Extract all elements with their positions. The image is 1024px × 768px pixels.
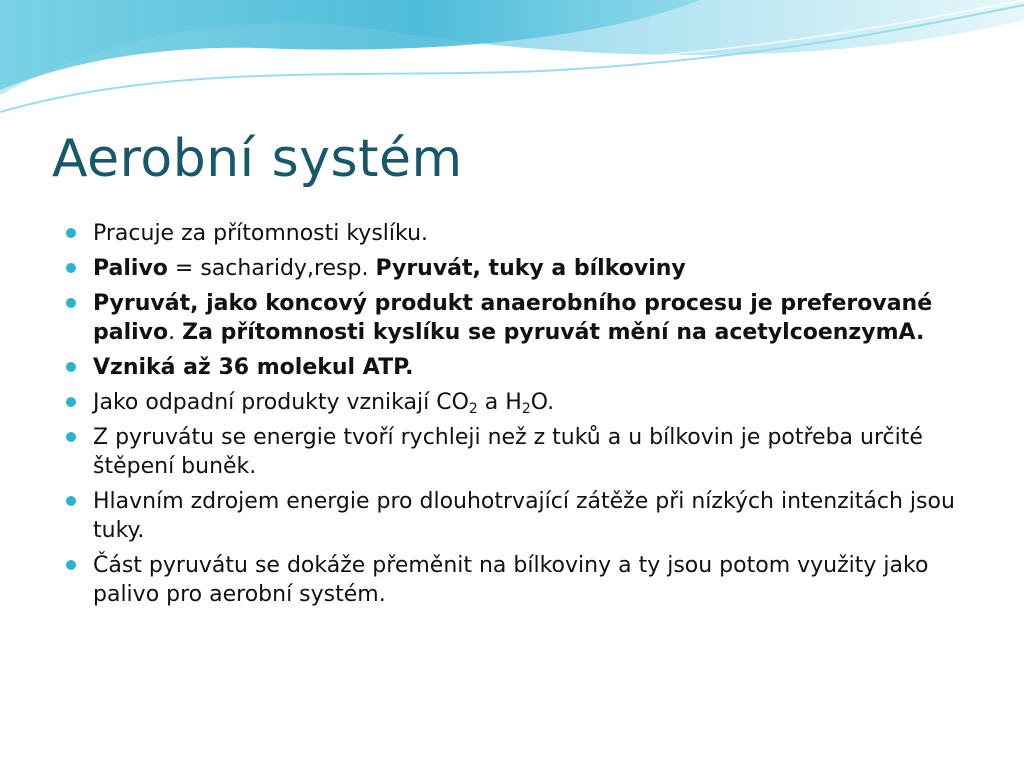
bullet-dot-icon bbox=[66, 298, 76, 308]
bullet-item bbox=[62, 219, 982, 248]
bullet-item bbox=[62, 289, 982, 347]
bullet-text-bold: Vzniká až 36 molekul ATP. bbox=[93, 355, 414, 380]
bullet-text: O. bbox=[530, 390, 555, 415]
bullet-dot-icon bbox=[66, 496, 76, 506]
bullet-item bbox=[62, 388, 982, 417]
bullet-item bbox=[62, 353, 982, 382]
bullet-text-bold: Pyruvát, tuky a bílkoviny bbox=[375, 256, 686, 281]
bullet-text-bold: Palivo bbox=[93, 256, 168, 281]
bullet-item bbox=[62, 551, 982, 609]
bullet-text: Jako odpadní produkty vznikají CO bbox=[93, 390, 469, 415]
bullet-dot-icon bbox=[66, 228, 76, 238]
bullet-text: Část pyruvátu se dokáže přeměnit na bílkoviny a ty jsou potom využity jako palivo pro aerobní systém. bbox=[93, 553, 929, 607]
bullet-dot-icon bbox=[66, 362, 76, 372]
bullet-text: . bbox=[168, 320, 183, 345]
bullet-dot-icon bbox=[66, 397, 76, 407]
bullet-text: Z pyruvátu se energie tvoří rychleji než z tuků a u bílkovin je potřeba určité štěpení buněk. bbox=[93, 425, 923, 479]
subscript: 2 bbox=[521, 401, 531, 417]
bullet-list bbox=[62, 219, 982, 615]
bullet-item bbox=[62, 254, 982, 283]
bullet-dot-icon bbox=[66, 560, 76, 570]
subscript: 2 bbox=[468, 401, 478, 417]
bullet-text: Hlavním zdrojem energie pro dlouhotrvající zátěže při nízkých intenzitách jsou tuky. bbox=[93, 489, 955, 543]
bullet-item bbox=[62, 423, 982, 481]
bullet-item bbox=[62, 487, 982, 545]
header-wave-decoration bbox=[0, 0, 1024, 130]
bullet-text-bold: Za přítomnosti kyslíku se pyruvát mění na acetylcoenzymA. bbox=[182, 320, 925, 345]
bullet-text: a H bbox=[477, 390, 522, 415]
bullet-dot-icon bbox=[66, 432, 76, 442]
bullet-text-bold: Pyruvát, jako koncový produkt anaerobního procesu je preferované palivo bbox=[93, 291, 933, 345]
bullet-text: Pracuje za přítomnosti kyslíku. bbox=[93, 221, 429, 246]
bullet-dot-icon bbox=[66, 263, 76, 273]
slide-title: Aerobní systém bbox=[52, 129, 463, 189]
bullet-text: = sacharidy,resp. bbox=[167, 256, 376, 281]
